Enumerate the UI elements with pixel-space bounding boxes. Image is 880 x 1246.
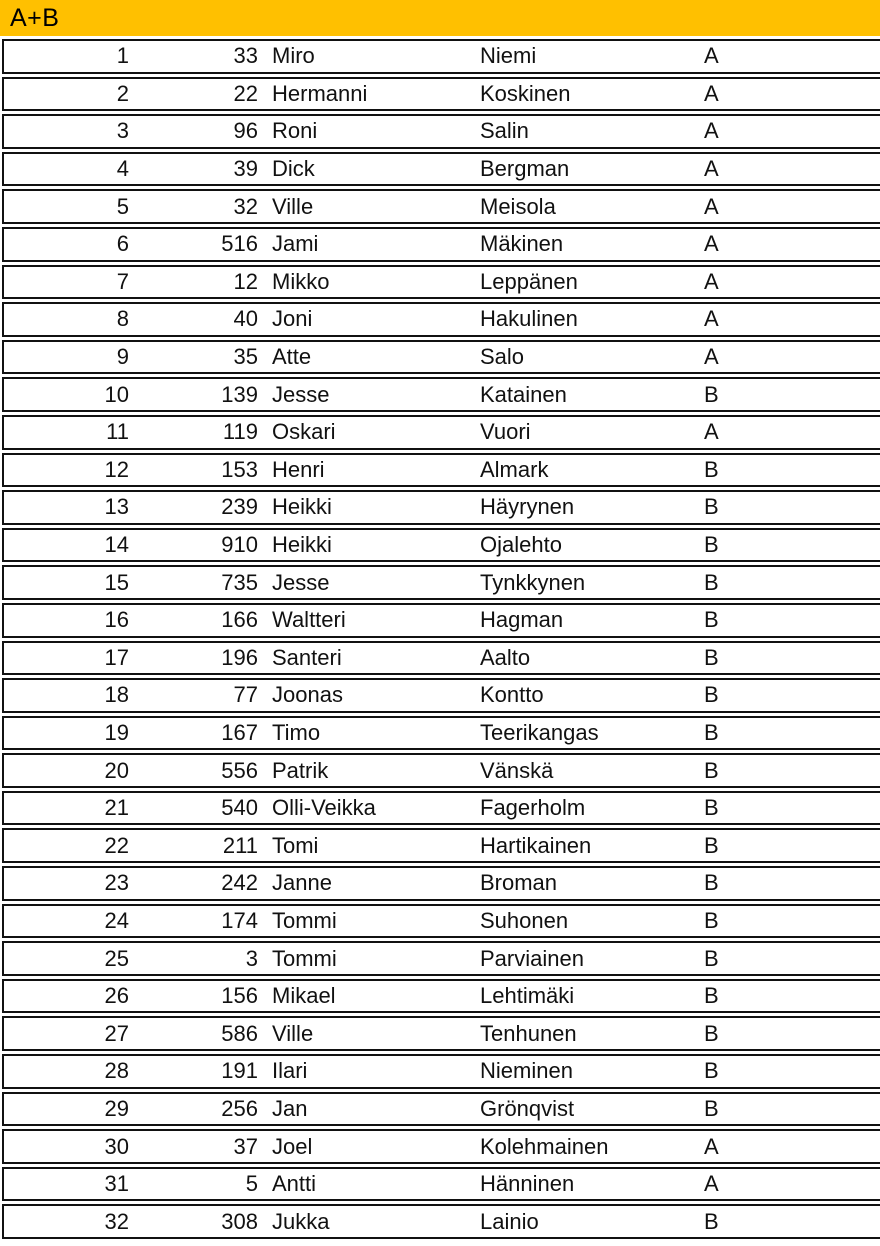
cell-position: 20 — [104, 757, 129, 783]
cell-group: A — [704, 80, 719, 106]
cell-group: A — [704, 118, 719, 144]
cell-position: 25 — [104, 945, 129, 971]
cell-last-name: Ojalehto — [480, 532, 562, 558]
cell-last-name: Bergman — [480, 156, 570, 182]
table-row — [2, 904, 880, 939]
table-row — [2, 227, 880, 262]
table-row — [2, 1167, 880, 1202]
cell-last-name: Hartikainen — [480, 832, 592, 858]
cell-bib-number: 239 — [221, 494, 258, 520]
cell-first-name: Antti — [272, 1171, 317, 1197]
cell-first-name: Dick — [272, 156, 315, 182]
cell-bib-number: 211 — [222, 832, 258, 858]
cell-first-name: Ville — [272, 1020, 314, 1046]
cell-position: 16 — [104, 607, 129, 633]
cell-position: 8 — [116, 306, 129, 332]
cell-last-name: Nieminen — [480, 1058, 573, 1084]
table-row — [2, 39, 880, 74]
cell-first-name: Oskari — [272, 419, 336, 445]
cell-position: 5 — [116, 193, 129, 219]
table-row — [2, 1204, 880, 1239]
cell-first-name: Timo — [272, 719, 321, 745]
cell-group: B — [704, 719, 719, 745]
cell-last-name: Suhonen — [480, 907, 569, 933]
table-row — [2, 1129, 880, 1164]
table-row — [2, 641, 880, 676]
table-row — [2, 678, 880, 713]
table-row — [2, 753, 880, 788]
cell-position: 6 — [116, 231, 129, 257]
cell-last-name: Tenhunen — [480, 1020, 577, 1046]
cell-last-name: Vuori — [480, 419, 531, 445]
cell-group: A — [704, 419, 719, 445]
cell-bib-number: 256 — [221, 1095, 258, 1121]
cell-bib-number: 191 — [221, 1058, 258, 1084]
cell-last-name: Koskinen — [480, 80, 571, 106]
cell-group: B — [704, 832, 719, 858]
cell-last-name: Hakulinen — [480, 306, 578, 332]
cell-last-name: Mäkinen — [480, 231, 564, 257]
cell-group: A — [704, 156, 719, 182]
cell-group: A — [704, 43, 719, 69]
cell-bib-number: 242 — [221, 870, 258, 896]
cell-position: 11 — [106, 419, 129, 445]
cell-group: B — [704, 494, 719, 520]
cell-last-name: Grönqvist — [480, 1095, 575, 1121]
cell-bib-number: 12 — [233, 268, 258, 294]
cell-bib-number: 40 — [233, 306, 258, 332]
table-row — [2, 415, 880, 450]
cell-bib-number: 3 — [245, 945, 258, 971]
cell-group: B — [704, 870, 719, 896]
cell-position: 2 — [116, 80, 129, 106]
cell-first-name: Henri — [272, 456, 325, 482]
group-header-title: A+B — [10, 3, 60, 32]
cell-last-name: Tynkkynen — [480, 569, 586, 595]
cell-position: 22 — [104, 832, 129, 858]
cell-position: 24 — [104, 907, 129, 933]
cell-first-name: Atte — [272, 344, 312, 370]
cell-group: B — [704, 456, 719, 482]
cell-group: B — [704, 945, 719, 971]
cell-last-name: Aalto — [480, 644, 531, 670]
cell-last-name: Häyrynen — [480, 494, 575, 520]
cell-last-name: Broman — [480, 870, 558, 896]
cell-last-name: Teerikangas — [480, 719, 599, 745]
cell-position: 1 — [116, 43, 129, 69]
table-row — [2, 979, 880, 1014]
table-row — [2, 791, 880, 826]
cell-bib-number: 156 — [221, 983, 258, 1009]
cell-first-name: Santeri — [272, 644, 342, 670]
cell-group: A — [704, 1171, 719, 1197]
cell-group: B — [704, 907, 719, 933]
cell-bib-number: 735 — [221, 569, 258, 595]
table-row — [2, 152, 880, 187]
cell-group: B — [704, 1095, 719, 1121]
cell-position: 26 — [104, 983, 129, 1009]
cell-group: B — [704, 644, 719, 670]
cell-group: B — [704, 569, 719, 595]
table-row — [2, 265, 880, 300]
cell-position: 13 — [104, 494, 129, 520]
table-row — [2, 528, 880, 563]
cell-bib-number: 166 — [221, 607, 258, 633]
cell-bib-number: 35 — [233, 344, 258, 370]
cell-position: 17 — [104, 644, 129, 670]
cell-last-name: Lainio — [480, 1208, 539, 1234]
cell-bib-number: 37 — [233, 1133, 258, 1159]
cell-position: 4 — [116, 156, 129, 182]
table-row — [2, 1016, 880, 1051]
cell-bib-number: 540 — [221, 795, 258, 821]
cell-first-name: Joonas — [272, 682, 343, 708]
cell-position: 19 — [104, 719, 129, 745]
cell-bib-number: 5 — [245, 1171, 258, 1197]
cell-position: 14 — [104, 532, 129, 558]
cell-last-name: Leppänen — [480, 268, 578, 294]
cell-bib-number: 586 — [221, 1020, 258, 1046]
cell-position: 3 — [116, 118, 129, 144]
cell-last-name: Salo — [480, 344, 525, 370]
cell-group: B — [704, 1058, 719, 1084]
cell-bib-number: 153 — [221, 456, 258, 482]
table-row — [2, 603, 880, 638]
cell-group: A — [704, 268, 719, 294]
table-row — [2, 340, 880, 375]
group-header-bar — [0, 0, 880, 36]
cell-bib-number: 96 — [233, 118, 258, 144]
cell-bib-number: 556 — [221, 757, 258, 783]
cell-position: 18 — [104, 682, 129, 708]
cell-bib-number: 32 — [233, 193, 258, 219]
cell-last-name: Almark — [480, 456, 549, 482]
cell-position: 9 — [116, 344, 129, 370]
table-row — [2, 114, 880, 149]
cell-first-name: Hermanni — [272, 80, 368, 106]
cell-last-name: Hagman — [480, 607, 564, 633]
cell-first-name: Heikki — [272, 532, 332, 558]
cell-first-name: Miro — [272, 43, 315, 69]
cell-last-name: Parviainen — [480, 945, 584, 971]
cell-first-name: Ville — [272, 193, 314, 219]
cell-bib-number: 910 — [221, 532, 258, 558]
table-row — [2, 302, 880, 337]
cell-last-name: Kontto — [480, 682, 544, 708]
table-row — [2, 941, 880, 976]
cell-group: A — [704, 193, 719, 219]
cell-bib-number: 516 — [221, 231, 258, 257]
cell-bib-number: 33 — [233, 43, 258, 69]
cell-first-name: Waltteri — [272, 607, 346, 633]
cell-first-name: Joel — [272, 1133, 313, 1159]
cell-position: 28 — [104, 1058, 129, 1084]
cell-position: 7 — [116, 268, 129, 294]
cell-last-name: Niemi — [480, 43, 537, 69]
cell-first-name: Jukka — [272, 1208, 330, 1234]
cell-last-name: Lehtimäki — [480, 983, 575, 1009]
table-row — [2, 453, 880, 488]
cell-position: 29 — [104, 1095, 129, 1121]
cell-position: 23 — [104, 870, 129, 896]
cell-last-name: Fagerholm — [480, 795, 586, 821]
table-row — [2, 490, 880, 525]
cell-group: B — [704, 381, 719, 407]
cell-group: B — [704, 682, 719, 708]
cell-bib-number: 196 — [221, 644, 258, 670]
cell-first-name: Olli-Veikka — [272, 795, 376, 821]
cell-last-name: Meisola — [480, 193, 556, 219]
table-row — [2, 77, 880, 112]
cell-first-name: Roni — [272, 118, 318, 144]
cell-group: B — [704, 607, 719, 633]
cell-first-name: Ilari — [272, 1058, 308, 1084]
cell-group: A — [704, 306, 719, 332]
table-row — [2, 377, 880, 412]
cell-first-name: Tommi — [272, 907, 337, 933]
cell-first-name: Janne — [272, 870, 332, 896]
cell-position: 10 — [104, 381, 129, 407]
cell-position: 12 — [104, 456, 129, 482]
cell-group: A — [704, 344, 719, 370]
cell-first-name: Patrik — [272, 757, 329, 783]
cell-bib-number: 119 — [222, 419, 258, 445]
table-row — [2, 828, 880, 863]
cell-first-name: Jami — [272, 231, 319, 257]
cell-first-name: Mikael — [272, 983, 336, 1009]
cell-bib-number: 167 — [221, 719, 258, 745]
cell-first-name: Joni — [272, 306, 313, 332]
cell-position: 32 — [104, 1208, 129, 1234]
cell-group: A — [704, 1133, 719, 1159]
cell-first-name: Jan — [272, 1095, 308, 1121]
cell-position: 30 — [104, 1133, 129, 1159]
results-table — [2, 39, 880, 1239]
cell-first-name: Jesse — [272, 381, 330, 407]
cell-last-name: Hänninen — [480, 1171, 575, 1197]
cell-bib-number: 139 — [221, 381, 258, 407]
cell-last-name: Vänskä — [480, 757, 554, 783]
cell-bib-number: 22 — [233, 80, 258, 106]
table-row — [2, 1054, 880, 1089]
cell-last-name: Kolehmainen — [480, 1133, 609, 1159]
table-row — [2, 866, 880, 901]
table-row — [2, 716, 880, 751]
cell-group: B — [704, 1020, 719, 1046]
cell-position: 27 — [104, 1020, 129, 1046]
cell-bib-number: 77 — [233, 682, 258, 708]
table-row — [2, 189, 880, 224]
cell-first-name: Heikki — [272, 494, 332, 520]
cell-position: 21 — [104, 795, 129, 821]
cell-position: 31 — [104, 1171, 129, 1197]
cell-bib-number: 174 — [221, 907, 258, 933]
cell-group: B — [704, 983, 719, 1009]
table-row — [2, 1092, 880, 1127]
cell-first-name: Tommi — [272, 945, 337, 971]
cell-first-name: Jesse — [272, 569, 330, 595]
cell-group: A — [704, 231, 719, 257]
cell-last-name: Salin — [480, 118, 529, 144]
cell-group: B — [704, 757, 719, 783]
cell-group: B — [704, 1208, 719, 1234]
cell-last-name: Katainen — [480, 381, 567, 407]
cell-bib-number: 308 — [221, 1208, 258, 1234]
cell-first-name: Tomi — [272, 832, 319, 858]
table-row — [2, 565, 880, 600]
cell-bib-number: 39 — [233, 156, 258, 182]
cell-position: 15 — [104, 569, 129, 595]
cell-first-name: Mikko — [272, 268, 330, 294]
cell-group: B — [704, 795, 719, 821]
cell-group: B — [704, 532, 719, 558]
